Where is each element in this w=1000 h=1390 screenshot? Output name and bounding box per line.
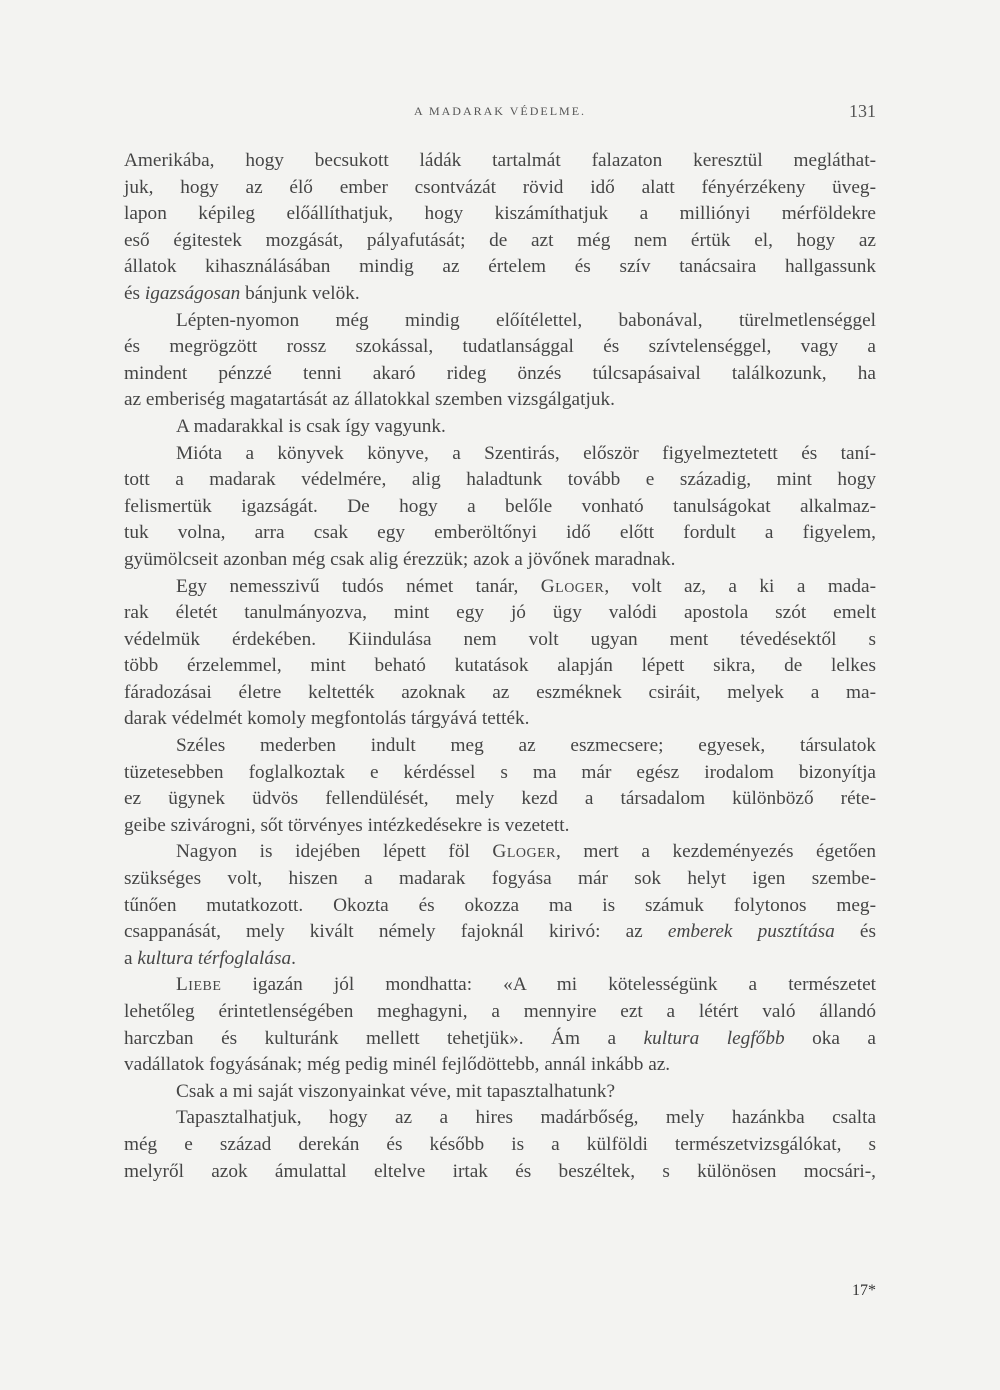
text-line: tüzetesebben foglalkoztak e kérdéssel s ma már egész irodalom bizonyítja [124,761,876,783]
text-line: védelmük érdekében. Kiindulása nem volt ugyan ment tévedésektől s [124,628,876,650]
text-line: geibe szivárogni, sőt törvényes intézkedésekre is vezetett. [124,814,570,836]
body-text [124,148,876,1185]
text-line: eső égitestek mozgását, pályafutását; de azt még nem értük el, hogy az [124,229,876,251]
text-line: tuk volna, arra csak egy emberöltőnyi idő előtt fordult a figyelem, [124,522,876,544]
text-line: lapon képileg előállíthatjuk, hogy kiszámíthatjuk a milliónyi mérföldekre [124,203,876,225]
text-line: Csak a mi saját viszonyainkat véve, mit tapasztalhatunk? [176,1080,616,1102]
text-line: csappanását, mely kivált némely fajoknál kirivó: az emberek pusztítása és [124,921,876,943]
text-line: melyről azok ámulattal eltelve irtak és beszéltek, s különösen mocsári-, [124,1160,876,1182]
text-line: ez ügynek üdvös fellendülését, mely kezd a társadalom különböző réte- [124,788,876,810]
text-line: állatok kihasználásában mindig az értelem és szív tanácsaira hallgassunk [124,256,876,278]
text-line: és igazságosan bánjunk velök. [124,282,360,304]
text-line: szükséges volt, hiszen a madarak fogyása már sok helyt igen szembe- [124,868,876,890]
text-line: A madarakkal is csak így vagyunk. [176,415,446,437]
text-line: gyümölcseit azonban még csak alig érezzük; azok a jövőnek maradnak. [124,548,676,570]
text-line: vadállatok fogyásának; még pedig minél fejlődöttebb, annál inkább az. [124,1054,671,1076]
text-line: Nagyon is idejében lépett föl Gloger, mert a kezdeményezés égetően [176,841,877,863]
text-line: a kultura térfoglalása. [124,947,296,969]
text-line: Egy nemesszivű tudós német tanár, Gloger, volt az, a ki a mada- [176,575,877,597]
text-line: harczban és kulturánk mellett tehetjük». Ám a kultura legfőbb oka a [124,1027,876,1049]
text-line: felismertük igazságát. De hogy a belőle vonható tanulságokat alkalmaz- [124,495,876,517]
signature-mark: 17* [852,1282,876,1299]
text-line: több érzelemmel, mint beható kutatások alapján lépett sikra, de lelkes [124,655,876,677]
text-line: az emberiség magatartását az állatokkal szemben vizsgálgatjuk. [124,389,615,411]
text-line: mindent pénzzé tenni akaró rideg önzés túlcsapásaival találkozunk, ha [124,362,876,384]
text-line: még e század derekán és később is a külföldi természetvizsgálókat, s [124,1133,876,1155]
text-line: lehetőleg érintetlenségében meghagyni, a mennyire ezt a létért való állandó [124,1001,876,1022]
text-line: Mióta a könyvek könyve, a Szentirás, először figyelmeztetett és taní- [176,442,876,464]
text-line: Amerikába, hogy becsukott ládák tartalmát falazaton keresztül megláthat- [124,150,876,171]
text-line: juk, hogy az élő ember csontvázát rövid idő alatt fényérzékeny üveg- [124,176,876,198]
text-line: tűnően mutatkozott. Okozta és okozza ma is számuk folytonos meg- [124,894,876,916]
running-head: A MADARAK VÉDELME. [413,104,587,118]
text-line: és megrögzött rossz szokással, tudatlansággal és szívtelenséggel, vagy a [124,336,876,358]
text-line: rak életét tanulmányozva, mint egy jó ügy valódi apostola szót emelt [124,602,876,624]
text-line: Széles mederben indult meg az eszmecsere; egyesek, társulatok [176,735,876,757]
text-line: Liebe igazán jól mondhatta: «A mi kötelességünk a természetet [176,974,876,996]
text-line: Tapasztalhatjuk, hogy az a hires madárbőség, mely hazánkba csalta [176,1107,876,1129]
page-number: 131 [849,101,876,121]
text-line: fáradozásai életre keltették azoknak az eszméknek csiráit, melyek a ma- [124,681,876,703]
text-line: tott a madarak védelmére, alig haladtunk tovább e századig, mint hogy [124,469,876,491]
page-header [124,101,876,128]
text-line: Lépten-nyomon még mindig előítélettel, babonával, türelmetlenséggel [176,309,876,331]
text-line: darak védelmét komoly megfontolás tárgyává tették. [124,708,530,730]
